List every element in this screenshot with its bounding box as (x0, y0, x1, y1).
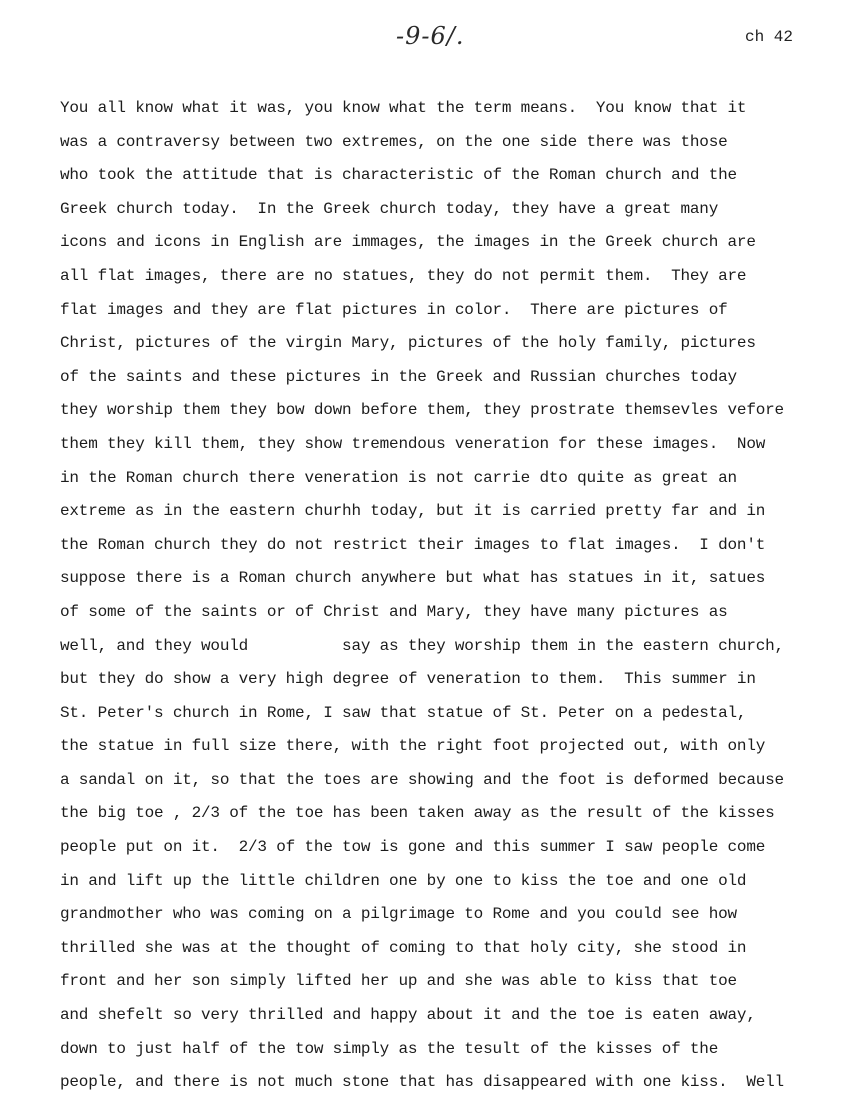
text-line: the statue in full size there, with the right foot projected out, with only (60, 737, 766, 756)
text-line: of the saints and these pictures in the Greek and Russian churches today (60, 367, 737, 386)
text-line: Greek church today. In the Greek church today, they have a great many (60, 199, 719, 218)
text-line: but they do show a very high degree of veneration to them. This summer in (60, 670, 756, 689)
text-line: people, and there is not much stone that has disappeared with one kiss. Well (60, 1073, 784, 1092)
chapter-label: ch 42 (745, 28, 794, 46)
text-line: people put on it. 2/3 of the tow is gone and this summer I saw people come (60, 838, 766, 857)
document-body (60, 92, 850, 1100)
text-line: they worship them they bow down before them, they prostrate themsevles vefore (60, 401, 784, 420)
text-line: the Roman church they do not restrict their images to flat images. I don't (60, 535, 766, 554)
text-line: You all know what it was, you know what the term means. You know that it (60, 99, 747, 117)
text-line: who took the attitude that is characteristic of the Roman church and the (60, 166, 737, 185)
text-line: the big toe , 2/3 of the toe has been taken away as the result of the kisses (60, 804, 775, 823)
text-line: in the Roman church there veneration is not carrie dto quite as great an (60, 468, 737, 487)
text-line: and shefelt so very thrilled and happy about it and the toe is eaten away, (60, 1006, 756, 1025)
text-line: all flat images, there are no statues, they do not permit them. They are (60, 266, 747, 285)
handwritten-page-number: -9-6/. (396, 22, 465, 50)
text-line: a sandal on it, so that the toes are showing and the foot is deformed because (60, 770, 784, 789)
text-line: front and her son simply lifted her up and she was able to kiss that toe (60, 972, 737, 991)
text-line: flat images and they are flat pictures in color. There are pictures of (60, 300, 728, 319)
text-line: down to just half of the tow simply as the tesult of the kisses of the (60, 1039, 719, 1058)
text-line: of some of the saints or of Christ and Mary, they have many pictures as (60, 602, 728, 621)
text-line: was a contraversy between two extremes, on the one side there was those (60, 132, 728, 151)
text-line: well, and they would say as they worship them in the eastern church, (60, 636, 784, 655)
text-line: in and lift up the little children one by one to kiss the toe and one old (60, 871, 747, 890)
text-line: St. Peter's church in Rome, I saw that statue of St. Peter on a pedestal, (60, 703, 747, 722)
text-line: suppose there is a Roman church anywhere but what has statues in it, satues (60, 569, 766, 588)
text-line: them they kill them, they show tremendous veneration for these images. Now (60, 434, 766, 453)
text-line: icons and icons in English are immages, the images in the Greek church are (60, 233, 756, 252)
text-line: grandmother who was coming on a pilgrimage to Rome and you could see how (60, 905, 737, 924)
text-line: extreme as in the eastern churhh today, but it is carried pretty far and in (60, 502, 766, 521)
text-line: Christ, pictures of the virgin Mary, pictures of the holy family, pictures (60, 334, 756, 353)
text-line: thrilled she was at the thought of coming to that holy city, she stood in (60, 938, 747, 957)
